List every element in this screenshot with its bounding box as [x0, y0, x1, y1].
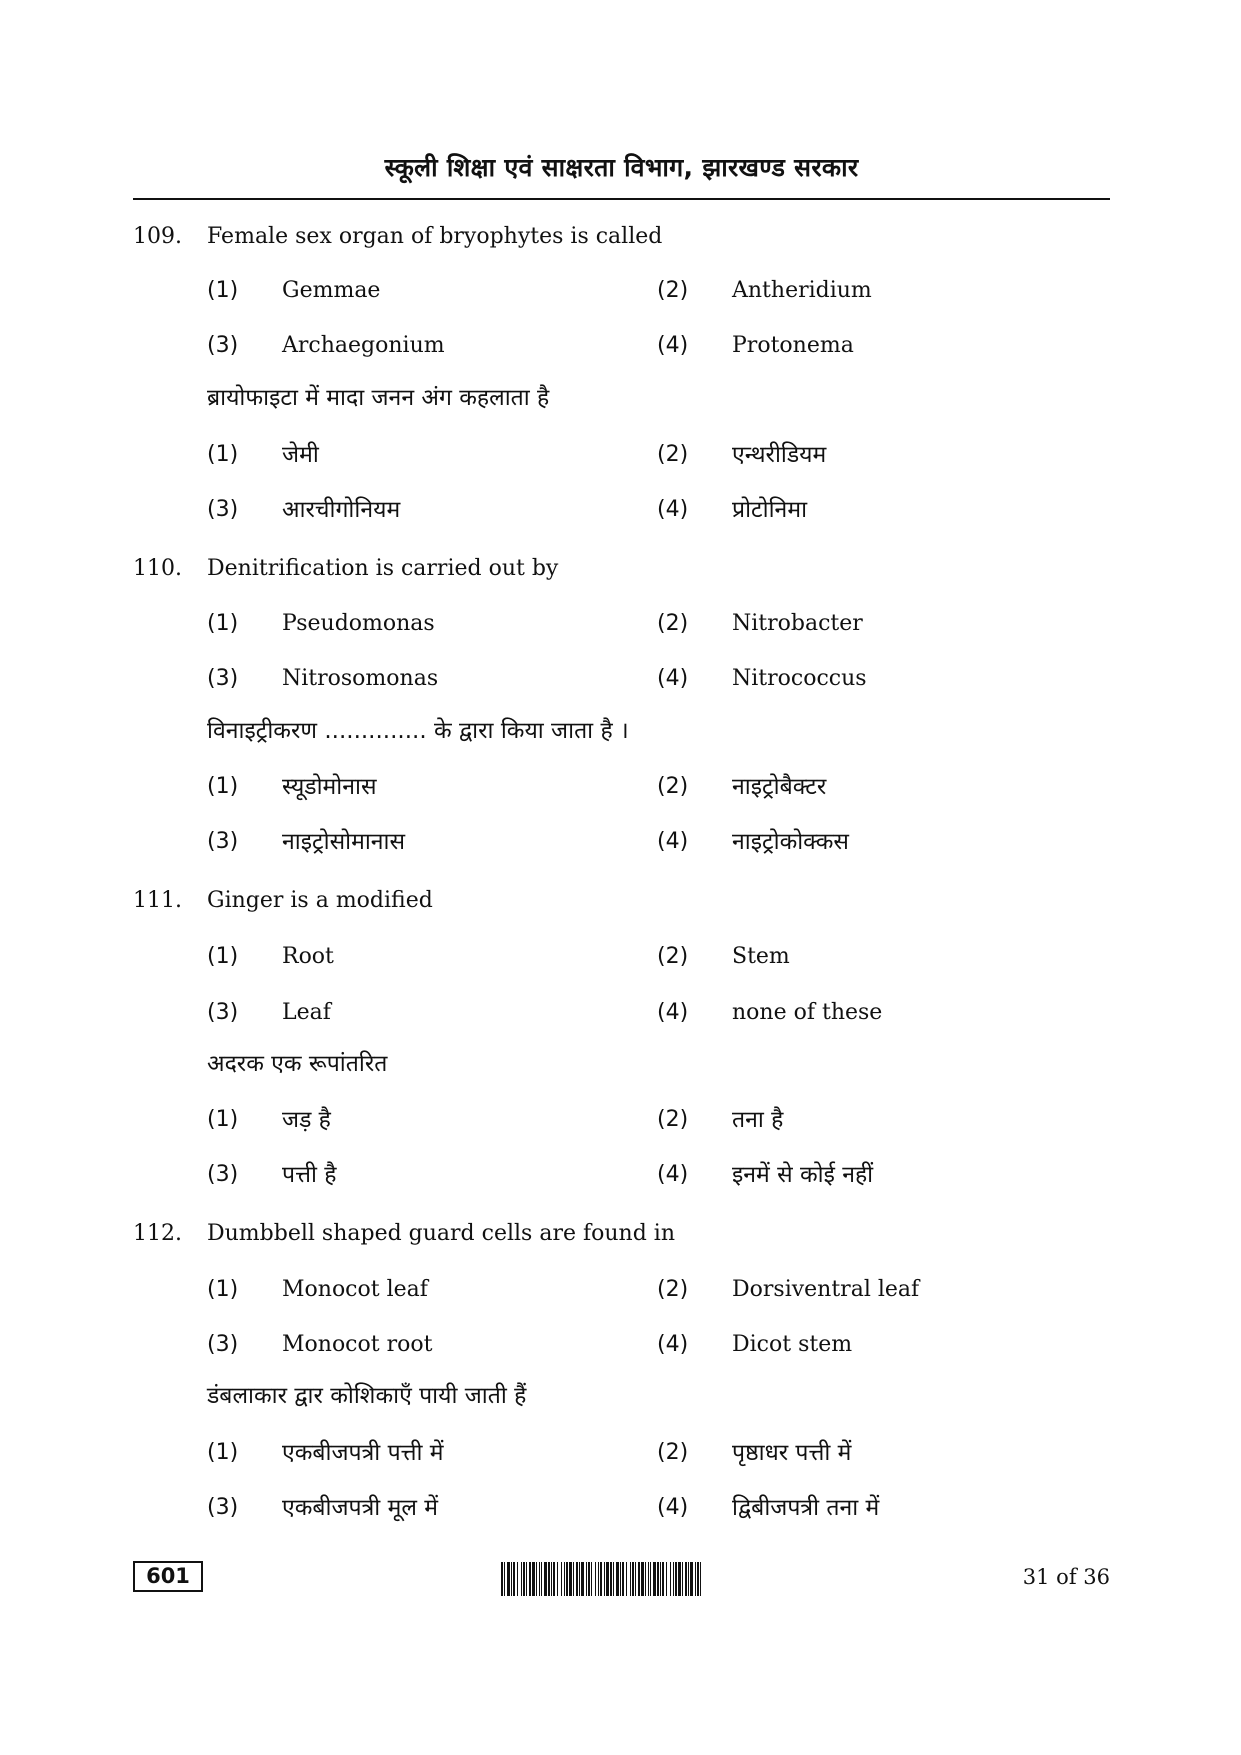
option-text-hi: एकबीजपत्री मूल में — [282, 1495, 438, 1521]
option-number: (2) — [657, 1440, 689, 1465]
option-text-hi: एकबीजपत्री पत्ती में — [282, 1440, 444, 1466]
option-number: (3) — [207, 497, 239, 522]
option-text-en: Dorsiventral leaf — [732, 1277, 920, 1302]
option-number: (1) — [207, 1277, 239, 1302]
option-number: (2) — [657, 1107, 689, 1132]
question-number: 112. — [133, 1221, 182, 1246]
option-number: (1) — [207, 1107, 239, 1132]
option-number: (4) — [657, 1162, 689, 1187]
option-text-en: Archaegonium — [282, 333, 445, 358]
option-number: (1) — [207, 774, 239, 799]
question-text-en: Denitrification is carried out by — [207, 556, 559, 581]
question-text-hi: अदरक एक रूपांतरित — [207, 1051, 388, 1077]
question-number: 110. — [133, 556, 182, 581]
option-text-en: Monocot root — [282, 1332, 433, 1357]
question-text-hi: डंबलाकार द्वार कोशिकाएँ पायी जाती हैं — [207, 1383, 527, 1409]
barcode-icon — [501, 1562, 704, 1596]
option-number: (4) — [657, 333, 689, 358]
option-number: (4) — [657, 829, 689, 854]
option-text-hi: नाइट्रोसोमानास — [282, 829, 406, 855]
option-number: (1) — [207, 1440, 239, 1465]
option-number: (1) — [207, 611, 239, 636]
option-text-en: Dicot stem — [732, 1332, 853, 1357]
header-divider — [133, 198, 1110, 200]
option-text-en: Leaf — [282, 1000, 331, 1025]
option-number: (4) — [657, 1495, 689, 1520]
option-text-hi: प्रोटोनिमा — [732, 497, 808, 523]
option-number: (4) — [657, 666, 689, 691]
option-number: (2) — [657, 774, 689, 799]
option-number: (1) — [207, 442, 239, 467]
option-text-hi: जड़ है — [282, 1107, 331, 1133]
booklet-code-box: 601 — [133, 1561, 203, 1592]
option-text-en: Root — [282, 944, 334, 969]
question-text-en: Female sex organ of bryophytes is called — [207, 224, 663, 249]
option-number: (1) — [207, 944, 239, 969]
option-text-hi: स्यूडोमोनास — [282, 774, 377, 800]
question-number: 109. — [133, 224, 182, 249]
option-text-hi: जेमी — [282, 442, 319, 468]
option-number: (3) — [207, 1162, 239, 1187]
option-number: (4) — [657, 1332, 689, 1357]
page-header-title: स्कूली शिक्षा एवं साक्षरता विभाग, झारखण्ड सरकार — [384, 153, 859, 182]
option-text-hi: एन्थरीडियम — [732, 442, 827, 468]
option-text-en: Stem — [732, 944, 790, 969]
question-text-hi: ब्रायोफाइटा में मादा जनन अंग कहलाता है — [207, 385, 550, 411]
option-number: (2) — [657, 611, 689, 636]
option-text-hi: द्विबीजपत्री तना में — [732, 1495, 880, 1521]
option-text-en: Pseudomonas — [282, 611, 435, 636]
option-text-hi: नाइट्रोबैक्टर — [732, 774, 827, 800]
option-text-en: Nitrosomonas — [282, 666, 439, 691]
option-text-en: Antheridium — [732, 278, 872, 303]
option-number: (3) — [207, 333, 239, 358]
option-number: (3) — [207, 666, 239, 691]
page-number: 31 of 36 — [1022, 1565, 1110, 1589]
option-text-en: Protonema — [732, 333, 854, 358]
option-text-hi: तना है — [732, 1107, 784, 1133]
option-text-en: Monocot leaf — [282, 1277, 428, 1302]
option-text-hi: पृष्ठाधर पत्ती में — [732, 1440, 852, 1466]
option-number: (2) — [657, 278, 689, 303]
option-text-hi: नाइट्रोकोक्कस — [732, 829, 849, 855]
option-text-en: none of these — [732, 1000, 883, 1025]
option-number: (4) — [657, 1000, 689, 1025]
option-text-hi: इनमें से कोई नहीं — [732, 1162, 874, 1188]
option-number: (3) — [207, 1332, 239, 1357]
option-number: (3) — [207, 1495, 239, 1520]
option-number: (2) — [657, 1277, 689, 1302]
option-text-en: Nitrobacter — [732, 611, 863, 636]
option-text-en: Gemmae — [282, 278, 381, 303]
option-number: (3) — [207, 1000, 239, 1025]
question-number: 111. — [133, 888, 182, 913]
option-number: (2) — [657, 442, 689, 467]
option-number: (3) — [207, 829, 239, 854]
option-number: (2) — [657, 944, 689, 969]
option-number: (1) — [207, 278, 239, 303]
option-text-en: Nitrococcus — [732, 666, 867, 691]
question-text-hi: विनाइट्रीकरण .............. के द्वारा किया जाता है । — [207, 718, 629, 744]
option-text-hi: पत्ती है — [282, 1162, 337, 1188]
option-number: (4) — [657, 497, 689, 522]
option-text-hi: आरचीगोनियम — [282, 497, 401, 523]
question-text-en: Ginger is a modified — [207, 888, 433, 913]
question-text-en: Dumbbell shaped guard cells are found in — [207, 1221, 675, 1246]
